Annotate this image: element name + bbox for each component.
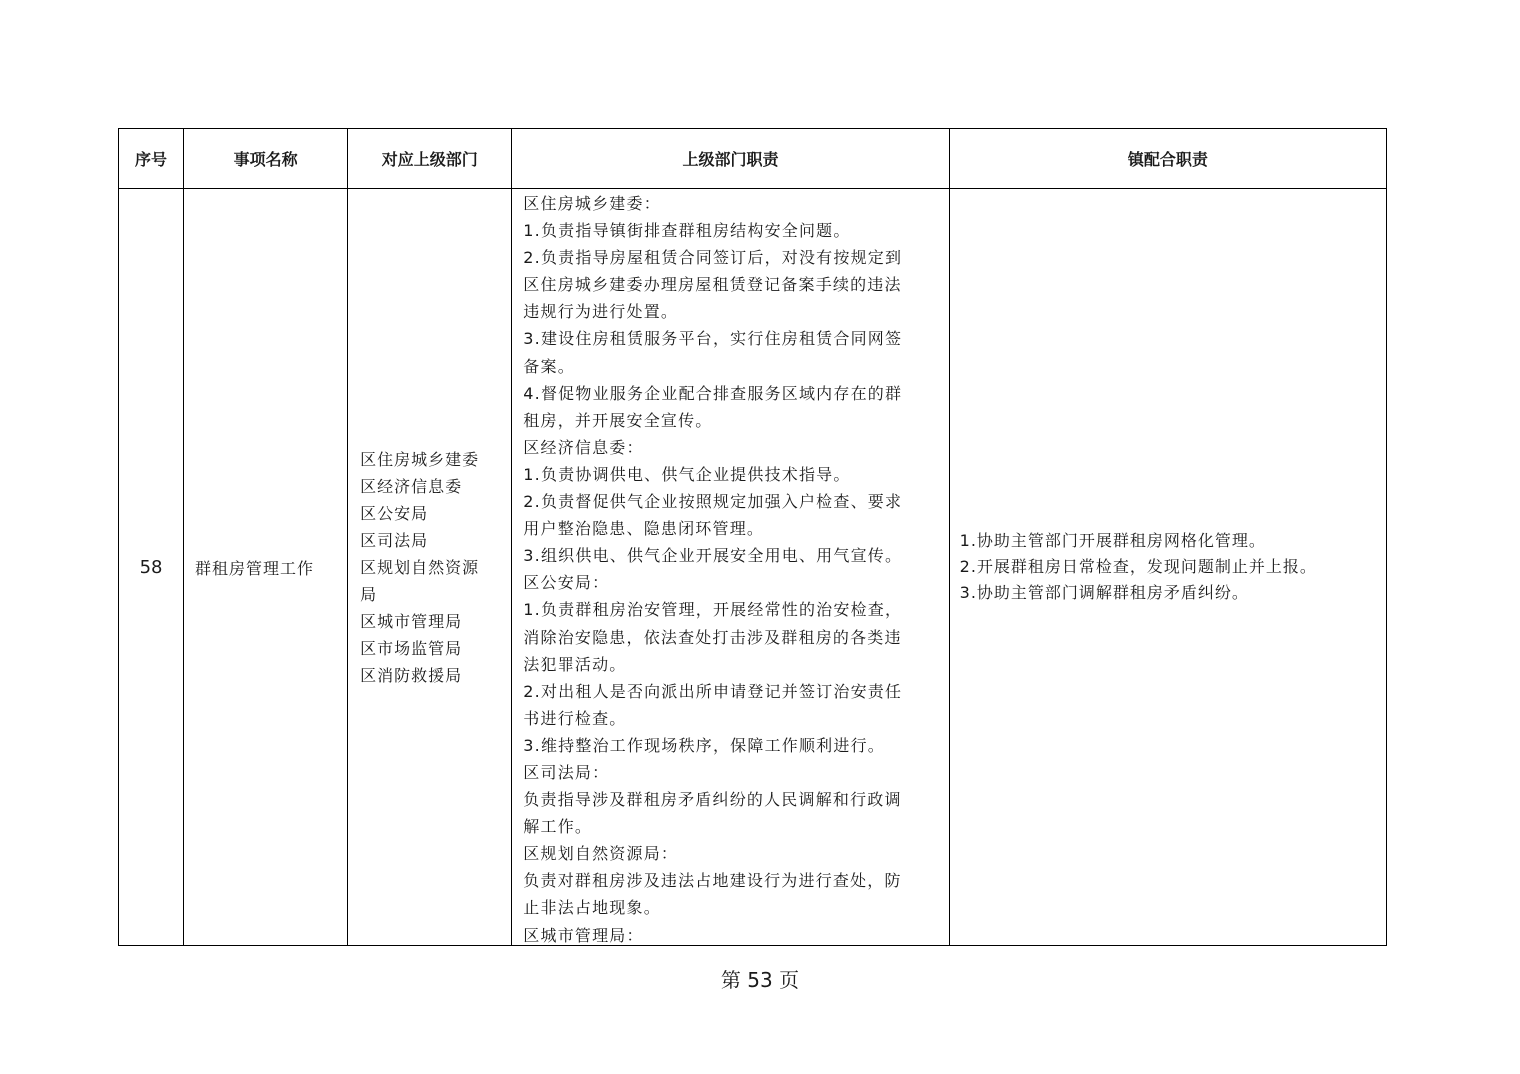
duty-line: 3.组织供电、供气企业开展安全用电、用气宣传。 bbox=[523, 546, 903, 566]
department-item: 局 bbox=[360, 584, 378, 604]
duty-line: 止非法占地现象。 bbox=[523, 898, 661, 918]
duty-line: 1.负责协调供电、供气企业提供技术指导。 bbox=[523, 464, 851, 484]
header-item-name: 事项名称 bbox=[184, 129, 348, 189]
duty-line: 1.负责指导镇街排查群租房结构安全问题。 bbox=[523, 221, 851, 241]
duty-line: 租房，并开展安全宣传。 bbox=[523, 410, 713, 430]
duty-line: 3.建设住房租赁服务平台，实行住房租赁合同网签 bbox=[523, 329, 903, 349]
duty-line: 区经济信息委： bbox=[523, 437, 644, 457]
duty-line: 1.负责群租房治安管理，开展经常性的治安检查， bbox=[523, 600, 903, 620]
duty-line: 2.负责指导房屋租赁合同签订后，对没有按规定到 bbox=[523, 248, 903, 268]
table-header-row bbox=[119, 129, 1387, 189]
duty-line: 区住房城乡建委： bbox=[523, 194, 661, 213]
responsibility-table bbox=[118, 128, 1387, 946]
duty-line: 负责对群租房涉及违法占地建设行为进行查处，防 bbox=[523, 871, 902, 891]
row-item-name: 群租房管理工作 bbox=[184, 189, 348, 946]
duty-line: 区城市管理局： bbox=[523, 925, 644, 945]
town-duty-list bbox=[960, 528, 1386, 606]
duty-line: 区司法局： bbox=[523, 762, 610, 782]
duty-line: 区规划自然资源局： bbox=[523, 844, 679, 864]
department-item: 区经济信息委 bbox=[360, 476, 463, 496]
duty-line: 区住房城乡建委办理房屋租赁登记备案手续的违法 bbox=[523, 275, 902, 295]
town-duty-item: 3.协助主管部门调解群租房矛盾纠纷。 bbox=[959, 583, 1249, 602]
duty-line: 违规行为进行处置。 bbox=[523, 302, 679, 322]
department-item: 区城市管理局 bbox=[360, 611, 463, 631]
duty-line: 消除治安隐患，依法查处打击涉及群租房的各类违 bbox=[523, 627, 902, 647]
department-list bbox=[360, 446, 511, 689]
table-row bbox=[119, 189, 1387, 946]
header-serial-number: 序号 bbox=[119, 129, 184, 189]
department-item: 区规划自然资源 bbox=[360, 557, 480, 577]
duty-line: 法犯罪活动。 bbox=[523, 654, 627, 674]
row-departments bbox=[348, 189, 512, 946]
department-item: 区市场监管局 bbox=[360, 638, 463, 658]
duty-line: 解工作。 bbox=[523, 817, 593, 837]
row-superior-duties bbox=[512, 189, 949, 946]
department-item: 区公安局 bbox=[360, 503, 429, 523]
header-superior-duties: 上级部门职责 bbox=[512, 129, 949, 189]
duty-line: 4.督促物业服务企业配合排查服务区域内存在的群 bbox=[523, 383, 903, 403]
department-item: 区司法局 bbox=[360, 530, 429, 550]
duty-line: 书进行检查。 bbox=[523, 708, 627, 728]
row-serial-number: 58 bbox=[119, 189, 184, 946]
department-item: 区消防救援局 bbox=[360, 665, 463, 685]
header-town-duties: 镇配合职责 bbox=[949, 129, 1386, 189]
header-superior-department: 对应上级部门 bbox=[348, 129, 512, 189]
duty-line: 2.负责督促供气企业按照规定加强入户检查、要求 bbox=[523, 492, 903, 512]
duty-line: 3.维持整治工作现场秩序，保障工作顺利进行。 bbox=[523, 735, 885, 755]
duty-list bbox=[512, 189, 948, 945]
town-duty-item: 2.开展群租房日常检查，发现问题制止并上报。 bbox=[959, 557, 1317, 576]
department-item: 区住房城乡建委 bbox=[360, 449, 480, 469]
duty-line: 用户整治隐患、隐患闭环管理。 bbox=[523, 519, 765, 539]
duty-line: 备案。 bbox=[523, 356, 575, 376]
duty-line: 2.对出租人是否向派出所申请登记并签订治安责任 bbox=[523, 681, 903, 701]
duty-line: 负责指导涉及群租房矛盾纠纷的人民调解和行政调 bbox=[523, 790, 902, 810]
row-town-duties bbox=[949, 189, 1386, 946]
duty-line: 区公安局： bbox=[523, 573, 610, 593]
town-duty-item: 1.协助主管部门开展群租房网格化管理。 bbox=[959, 531, 1266, 550]
page-number: 第 53 页 bbox=[720, 968, 800, 992]
